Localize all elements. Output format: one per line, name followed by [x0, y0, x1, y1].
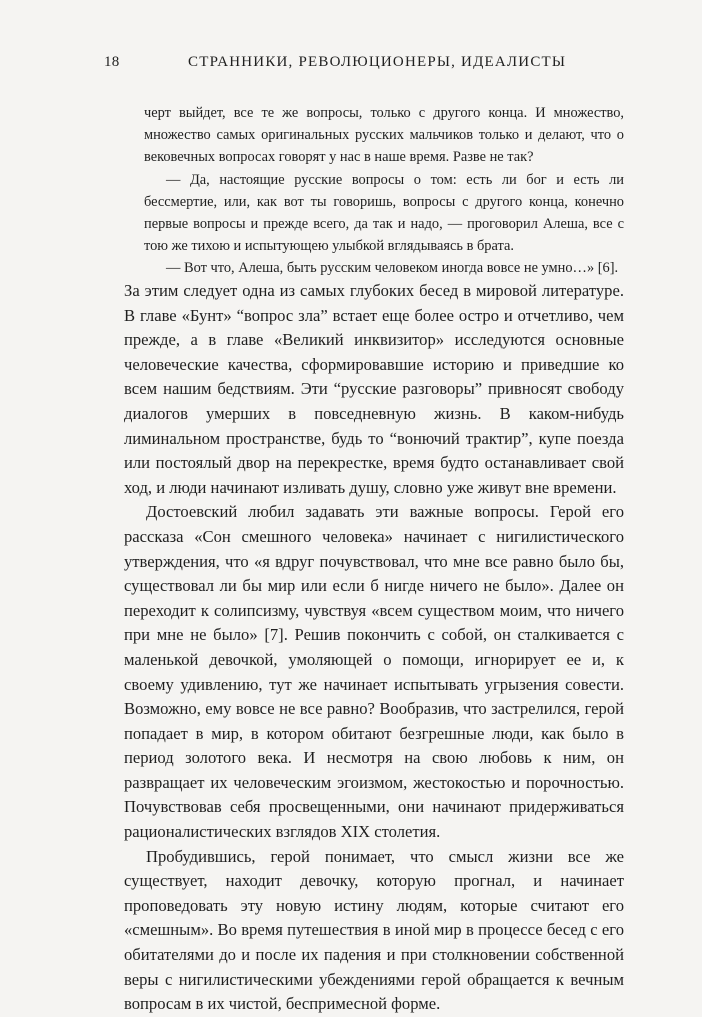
body-text [124, 279, 624, 1017]
running-title: СТРАННИКИ, РЕВОЛЮЦИОНЕРЫ, ИДЕАЛИСТЫ [188, 54, 567, 70]
page-number: 18 [104, 54, 120, 70]
quote-paragraph: — Вот что, Алеша, быть русским человеком иногда вовсе не умно…» [6]. [166, 260, 619, 277]
body-paragraph: За этим следует одна из самых глубоких бесед в мировой литературе. В главе «Бунт» “вопрос зла” встает еще более остро и отчетливо, чем прежде, а в главе «Великий инквизитор» исследуются основные человеческие качества, сформировавшие историю и приведшие ко всем нашим бедствиям. Эти “русские разговоры” привносят свободу диалогов умерших в повседневную жизнь. В каком-нибудь лиминальном пространстве, будь то “вонючий трактир”, купе поезда или постоялый двор на перекрестке, время будто останавливает свой ход, и люди начинают изливать душу, словно уже живут вне времени. [124, 281, 624, 497]
block-quote [144, 102, 624, 280]
quote-paragraph: черт выйдет, все те же вопросы, только с другого конца. И множество, множество самых оригинальных русских мальчиков только и делают, что о вековечных вопросах говорят у нас в наше время. Разве не так? [144, 105, 624, 166]
body-paragraph: Пробудившись, герой понимает, что смысл жизни все же существует, находит девочку, которую прогнал, и начинает проповедовать эту новую истину людям, которые считают его «смешным». Во время путешествия в иной мир в процессе бесед с его обитателями до и после их падения и при столкновении собственной веры с нигилистическими убеждениями герой обращается к вечным вопросам в их чистой, беспримесной форме. [124, 846, 624, 1014]
page-header [104, 54, 624, 76]
quote-paragraph: — Да, настоящие русские вопросы о том: есть ли бог и есть ли бессмертие, или, как вот ты говоришь, вопросы с другого конца, конечно первые вопросы и прежде всего, да так и надо, — проговорил Алеша, все с тою же тихою и испытующею улыбкой вглядываясь в брата. [144, 171, 624, 255]
body-paragraph: Достоевский любил задавать эти важные вопросы. Герой его рассказа «Сон смешного человека» начинает с нигилистического утверждения, что «я вдруг почувствовал, что мне все равно было бы, существовал ли бы мир или если б нигде ничего не было». Далее он переходит к солипсизму, чувствуя «всем существом моим, что ничего при мне не было» [7]. Решив покончить с собой, он сталкивается с маленькой девочкой, умоляющей о помощи, игнорирует ее и, к своему удивлению, тут же начинает испытывать угрызения совести. Возможно, ему вовсе не все равно? Вообразив, что застрелился, герой попадает в мир, в котором обитают безгрешные люди, как было в период золотого века. И несмотря на свою любовь к ним, он развращает их человеческим эгоизмом, жестокостью и порочностью. Почувствовав себя просвещенными, они начинают придерживаться рационалистических взглядов XIX столетия. [124, 502, 624, 842]
